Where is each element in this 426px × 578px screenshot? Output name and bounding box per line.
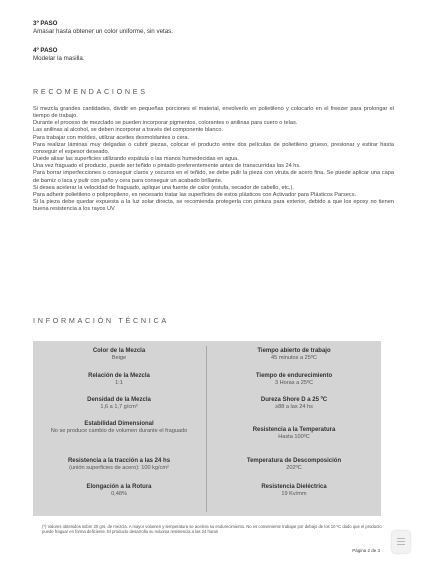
cell-label: Densidad de la Mezcla <box>87 397 151 403</box>
table-cell <box>212 373 376 387</box>
recommendations-title: RECOMENDACIONES <box>33 87 148 96</box>
recommendation-paragraph: Una vez fraguado el producto, puede ser teñido o pintado preferentemente antes de transcurridas las 24 hs. <box>33 163 301 170</box>
step-4 <box>33 47 85 62</box>
cell-label: Dureza Shore D a 25 ºC <box>260 397 328 403</box>
step-3 <box>33 20 173 35</box>
cell-label: Resistencia Dieléctrica <box>261 484 327 490</box>
footnote: (*) Valores obtenidos sobre 20 grs. de mezcla. A mayor volumen y temperatura se acelera su endurecimiento. No es conveniente trabajar por debajo de los 10 ºC dado que el producto puede fraguar en forma deficiente. El producto desarrolla su máxima resistencia a las 24 horas <box>42 524 382 535</box>
table-cell <box>37 397 201 411</box>
table-cell <box>212 427 376 441</box>
recommendation-paragraph: Si desea acelerar la velocidad de fraguado, aplique una fuente de calor (estufa, secador de cabello, etc.). <box>33 184 294 191</box>
table-cell <box>37 421 201 435</box>
table-cell <box>37 348 201 362</box>
hamburger-menu-icon[interactable] <box>392 531 410 553</box>
recommendation-paragraph: Las anilinas al alcohol, se deben incorporar a través del componente blanco. <box>33 127 223 134</box>
cell-value: 202ºC <box>286 465 302 472</box>
cell-value: 1,6 a 1,7 g/cm³ <box>100 404 138 411</box>
menu-line <box>397 544 405 545</box>
technical-info-title: INFORMACIÓN TÉCNICA <box>33 316 169 325</box>
cell-label: Color de la Mezcla <box>92 348 146 354</box>
recommendation-paragraph: Puede alisar las superficies utilizando espátula o las manos humedecidas en agua. <box>33 156 239 163</box>
table-cell <box>212 484 376 498</box>
menu-line <box>397 541 405 542</box>
recommendation-paragraph: Para trabajar con moldes, utilizar aceites desmoldantes o cera. <box>33 134 190 141</box>
step-4-text: Modelar la masilla. <box>33 54 85 62</box>
cell-label: Resistencia a la tracción a las 24 hs <box>67 458 171 464</box>
step-3-heading: 3º PASO <box>33 20 58 27</box>
cell-value: 45 minutos a 25ºC <box>271 355 317 362</box>
cell-label: Estabilidad Dimensional <box>84 421 154 427</box>
cell-value: 19 Kv/mm <box>281 491 307 498</box>
table-divider <box>206 346 207 512</box>
cell-value: No se produce cambio de volumen durante el fraguado <box>50 428 188 435</box>
step-4-heading: 4º PASO <box>33 47 58 54</box>
recommendation-paragraph: Durante el proceso de mezclado se pueden incorporar pigmentos, colorantes o anilinas para cuero o telas. <box>33 120 298 127</box>
table-cell <box>37 458 201 472</box>
table-cell <box>37 484 201 498</box>
menu-line <box>397 538 405 539</box>
recommendation-paragraph: Para adherir polietileno o polipropileno, es necesario tratar las superficies de estos plásticos con Activador para Plásticos Parsecs. <box>33 191 357 198</box>
recommendation-paragraph: Si la pieza debe quedar expuesta a la luz solar directa, se recomienda protegerla con pintura para exterior, debido a que los epoxy no tienen buena resistencia a los rayos UV <box>33 199 394 213</box>
cell-value: 3 Horas a 25ºC <box>274 380 314 387</box>
cell-label: Tiempo abierto de trabajo <box>257 348 331 354</box>
table-cell <box>212 458 376 472</box>
recommendation-paragraph: Para borrar imperfecciones o conseguir claros y oscuros en el teñido, se debe pulir la pieza con viruta de acero fina. Se puede aplicar una capa de barniz o laca y pulir con paño y cera para conseguir un acabado brillante. <box>33 170 394 184</box>
cell-value: Hasta 100ºC <box>278 434 310 441</box>
cell-value: (unión superficies de acero): 100 kg/cm² <box>69 465 169 472</box>
cell-value: 0,48% <box>111 491 127 498</box>
cell-value: ≥88 a las 24 hs <box>275 404 313 411</box>
cell-label: Relación de la Mezcla <box>88 373 150 379</box>
page-number: Página 2 de 3 <box>352 548 380 553</box>
cell-label: Tiempo de endurecimiento <box>255 373 333 379</box>
step-3-text: Amasar hasta obtener un color uniforme, sin vetas. <box>33 27 173 35</box>
cell-value: 1:1 <box>115 380 123 387</box>
table-cell <box>212 397 376 411</box>
cell-label: Elongación a la Rotura <box>86 484 152 490</box>
table-cell <box>212 348 376 362</box>
table-cell <box>37 373 201 387</box>
recommendation-paragraph: Si mezcla grandes cantidades, dividir en pequeñas porciones el material, envolverlo en polietileno y colocarlo en el freezer para prolongar el tiempo de trabajo. <box>33 106 394 120</box>
cell-label: Temperatura de Descomposición <box>246 458 342 464</box>
recommendations-text <box>33 106 394 213</box>
technical-info-table <box>33 341 381 516</box>
cell-label: Resistencia a la Temperatura <box>252 427 336 433</box>
cell-value: Beige <box>111 355 127 362</box>
recommendation-paragraph: Para realizar láminas muy delgadas o cubrir piezas, colocar el producto entre dos películas de polietileno grueso, presionar y estirar hasta conseguir el espesor deseado. <box>33 141 394 155</box>
